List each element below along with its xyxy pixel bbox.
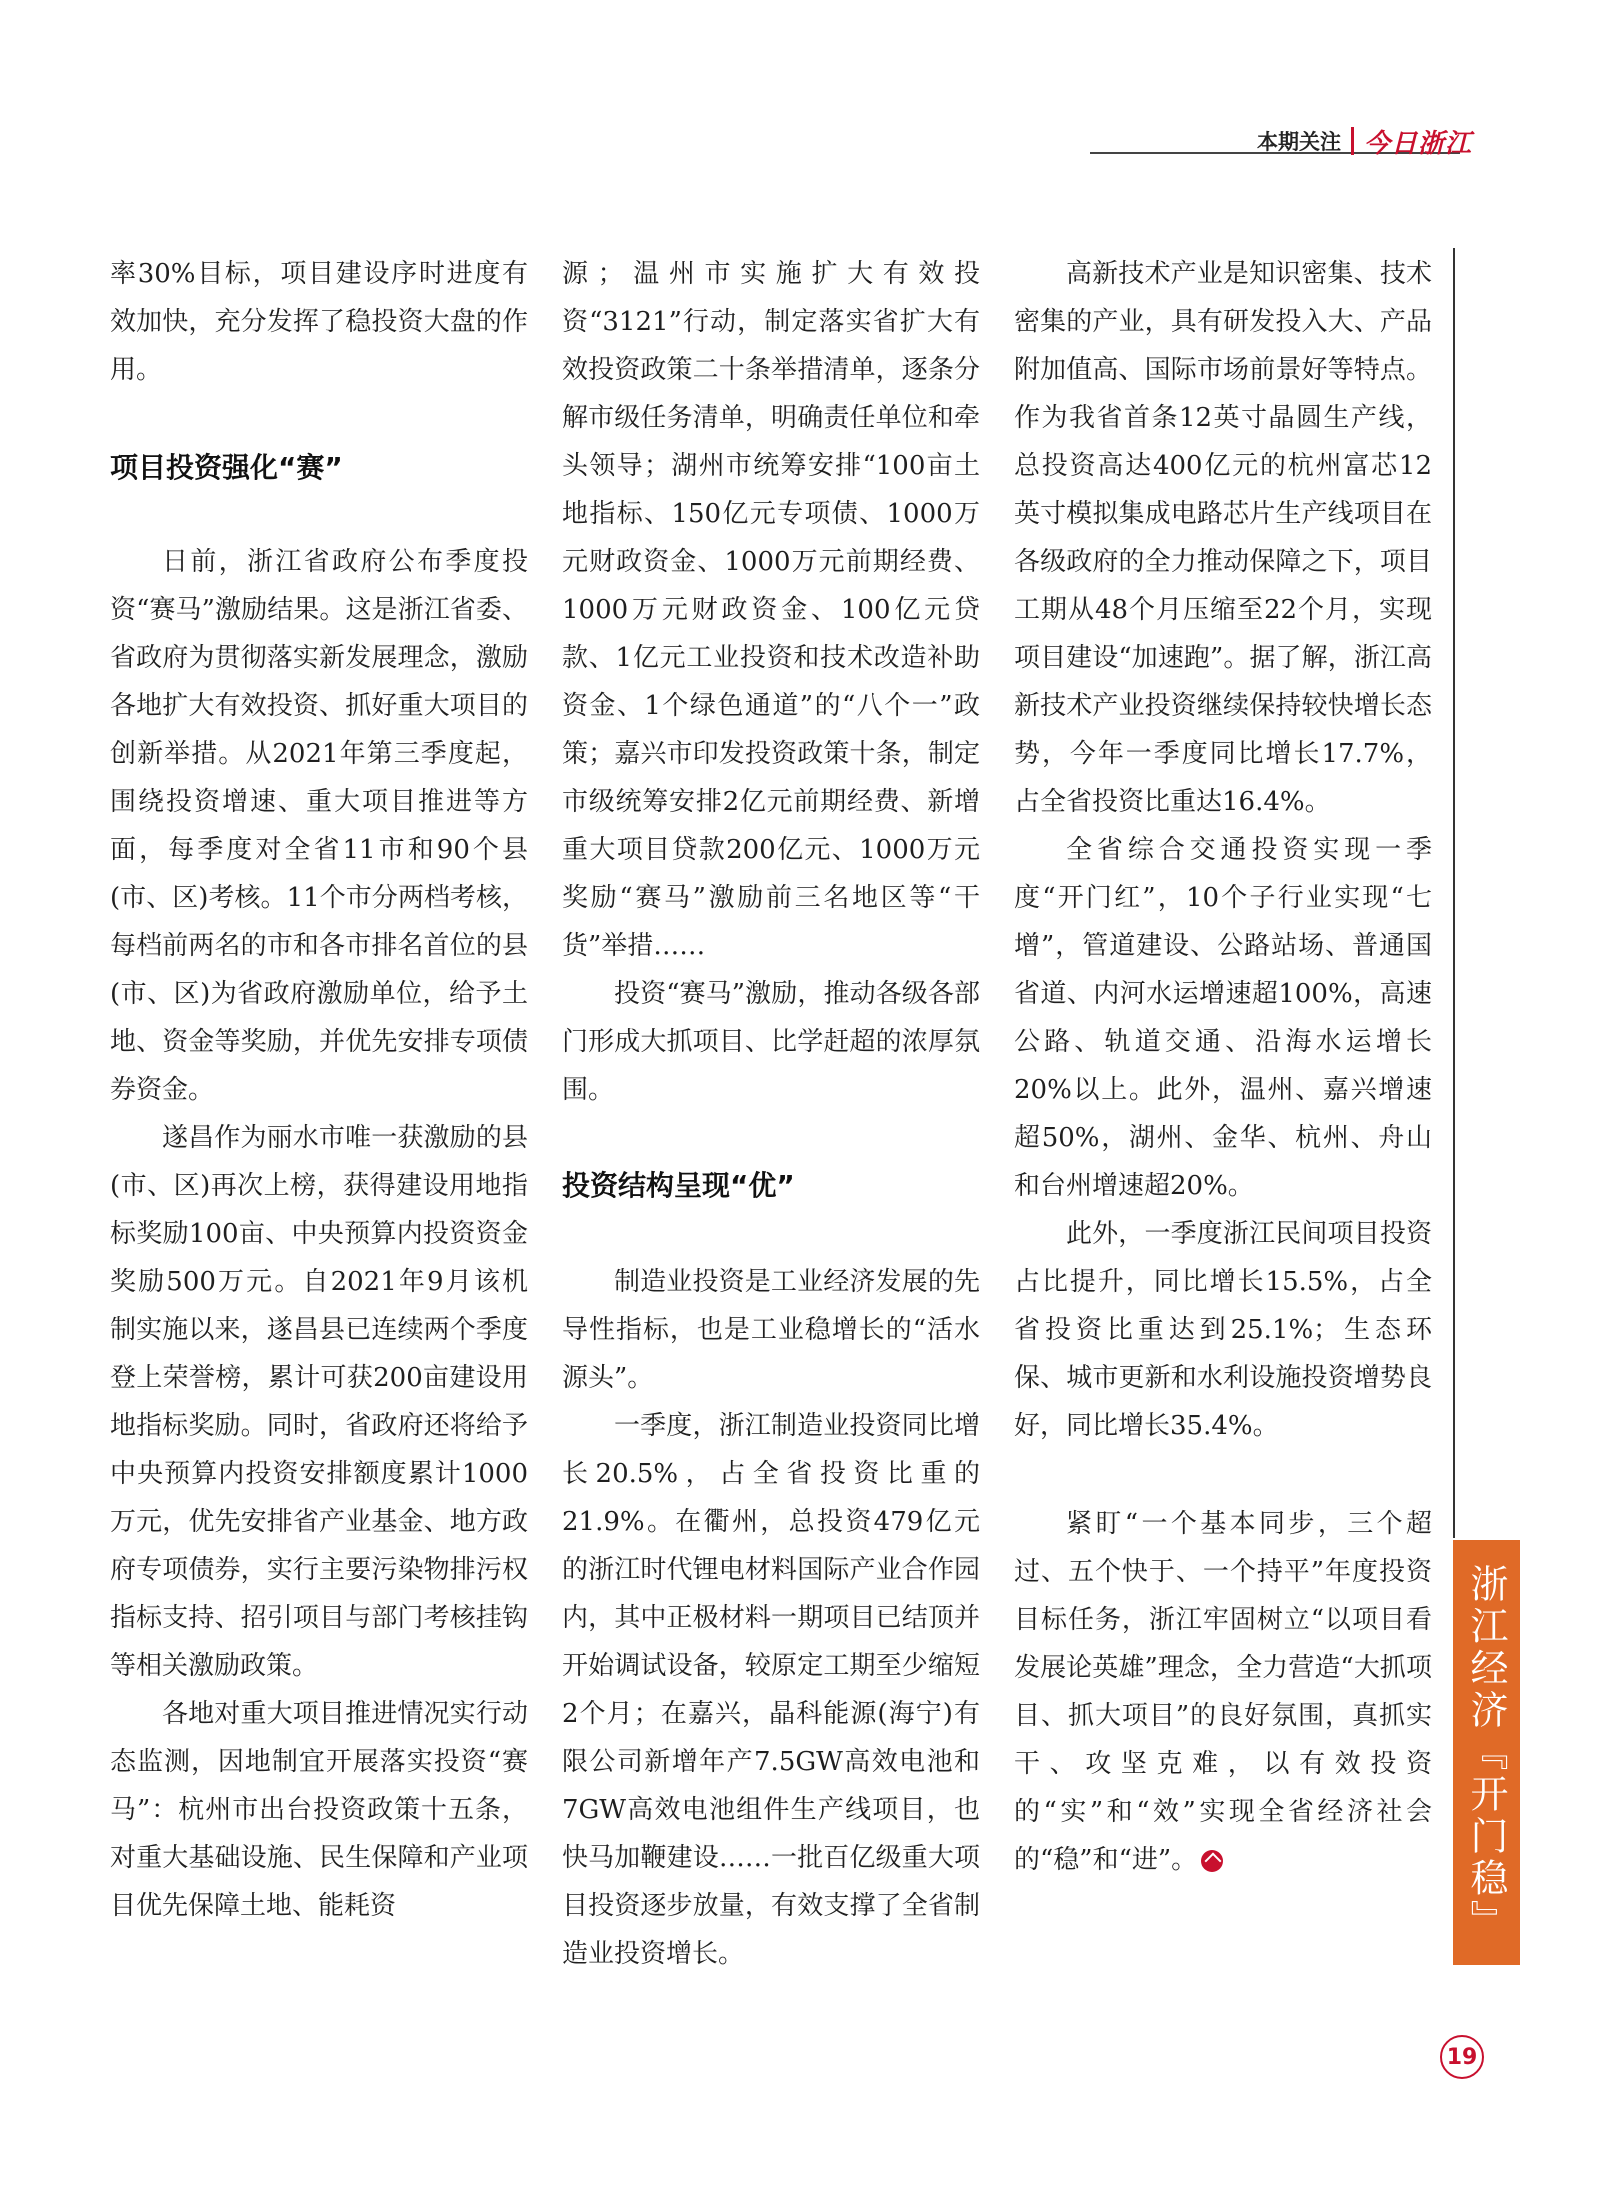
paragraph: 率30%目标，项目建设序时进度有效加快，充分发挥了稳投资大盘的作用。	[110, 259, 528, 385]
paragraph: 日前，浙江省政府公布季度投资“赛马”激励结果。这是浙江省委、省政府为贯彻落实新发展理念，激励各地扩大有效投资、抓好重大项目的创新举措。从2021年第三季度起，围绕投资增速、重大项目推进等方面，每季度对全省11市和90个县(市、区)考核。11个市分两档考核，每档前两名的市和各市排名首位的县(市、区)为省政府激励单位，给予土地、资金等奖励，并优先安排专项债券资金。	[110, 547, 528, 1105]
column-2	[562, 250, 980, 1978]
side-column-label: 浙江经济『开门稳』	[1453, 1540, 1520, 1965]
paragraph-final	[1014, 1500, 1432, 1884]
page-number: 19	[1440, 2035, 1484, 2079]
column-3	[1014, 250, 1432, 1884]
paragraph: 制造业投资是工业经济发展的先导性指标，也是工业稳增长的“活水源头”。	[562, 1267, 980, 1393]
paragraph: 一季度，浙江制造业投资同比增长20.5%，占全省投资比重的21.9%。在衢州，总投资479亿元的浙江时代锂电材料国际产业合作园内，其中正极材料一期项目已结顶并开始调试设备，较原定工期至少缩短2个月；在嘉兴，晶科能源(海宁)有限公司新增年产7.5GW高效电池和7GW高效电池组件生产线项目，也快马加鞭建设……一批百亿级重大项目投资逐步放量，有效支撑了全省制造业投资增长。	[562, 1411, 980, 1969]
running-header	[1257, 124, 1472, 158]
article-end-icon	[1201, 1850, 1223, 1872]
magazine-logo: 今日浙江	[1363, 128, 1472, 159]
vertical-rule	[1453, 248, 1455, 1538]
paragraph: 投资“赛马”激励，推动各级各部门形成大抓项目、比学赶超的浓厚氛围。	[562, 979, 980, 1105]
paragraph: 此外，一季度浙江民间项目投资占比提升，同比增长15.5%，占全省投资比重达到25.1%；生态环保、城市更新和水利设施投资增势良好，同比增长35.4%。	[1014, 1219, 1432, 1441]
paragraph: 高新技术产业是知识密集、技术密集的产业，具有研发投入大、产品附加值高、国际市场前景好等特点。作为我省首条12英寸晶圆生产线，总投资高达400亿元的杭州富芯12英寸模拟集成电路芯片生产线项目在各级政府的全力推动保障之下，项目工期从48个月压缩至22个月，实现项目建设“加速跑”。据了解，浙江高新技术产业投资继续保持较快增长态势，今年一季度同比增长17.7%，占全省投资比重达16.4%。	[1014, 259, 1432, 817]
paragraph: 源；温州市实施扩大有效投资“3121”行动，制定落实省扩大有效投资政策二十条举措清单，逐条分解市级任务清单，明确责任单位和牵头领导；湖州市统筹安排“100亩土地指标、150亿元专项债、1000万元财政资金、1000万元前期经费、1000万元财政资金、100亿元贷款、1亿元工业投资和技术改造补助资金、1个绿色通道”的“八个一”政策；嘉兴市印发投资政策十条，制定市级统筹安排2亿元前期经费、新增重大项目贷款200亿元、1000万元奖励“赛马”激励前三名地区等“干货”举措……	[562, 259, 980, 961]
paragraph: 全省综合交通投资实现一季度“开门红”，10个子行业实现“七增”，管道建设、公路站场、普通国省道、内河水运增速超100%，高速公路、轨道交通、沿海水运增长20%以上。此外，温州、嘉兴增速超50%，湖州、金华、杭州、舟山和台州增速超20%。	[1014, 835, 1432, 1201]
header-divider	[1351, 127, 1354, 155]
paragraph-text: 紧盯“一个基本同步，三个超过、五个快于、一个持平”年度投资目标任务，浙江牢固树立“以项目看发展论英雄”理念，全力营造“大抓项目、抓大项目”的良好氛围，真抓实干、攻坚克难，以有效投资的“实”和“效”实现全省经济社会的“稳”和“进”。	[1014, 1509, 1432, 1875]
section-heading: 项目投资强化“赛”	[110, 451, 343, 484]
paragraph: 遂昌作为丽水市唯一获激励的县(市、区)再次上榜，获得建设用地指标奖励100亩、中央预算内投资资金奖励500万元。自2021年9月该机制实施以来，遂昌县已连续两个季度登上荣誉榜，累计可获200亩建设用地指标奖励。同时，省政府还将给予中央预算内投资安排额度累计1000万元，优先安排省产业基金、地方政府专项债券，实行主要污染物排污权指标支持、招引项目与部门考核挂钩等相关激励政策。	[110, 1123, 528, 1681]
section-heading: 投资结构呈现“优”	[562, 1169, 795, 1202]
paragraph: 各地对重大项目推进情况实行动态监测，因地制宜开展落实投资“赛马”：杭州市出台投资政策十五条，对重大基础设施、民生保障和产业项目优先保障土地、能耗资	[110, 1699, 528, 1921]
section-label: 本期关注	[1256, 130, 1341, 154]
column-1	[110, 250, 528, 1930]
